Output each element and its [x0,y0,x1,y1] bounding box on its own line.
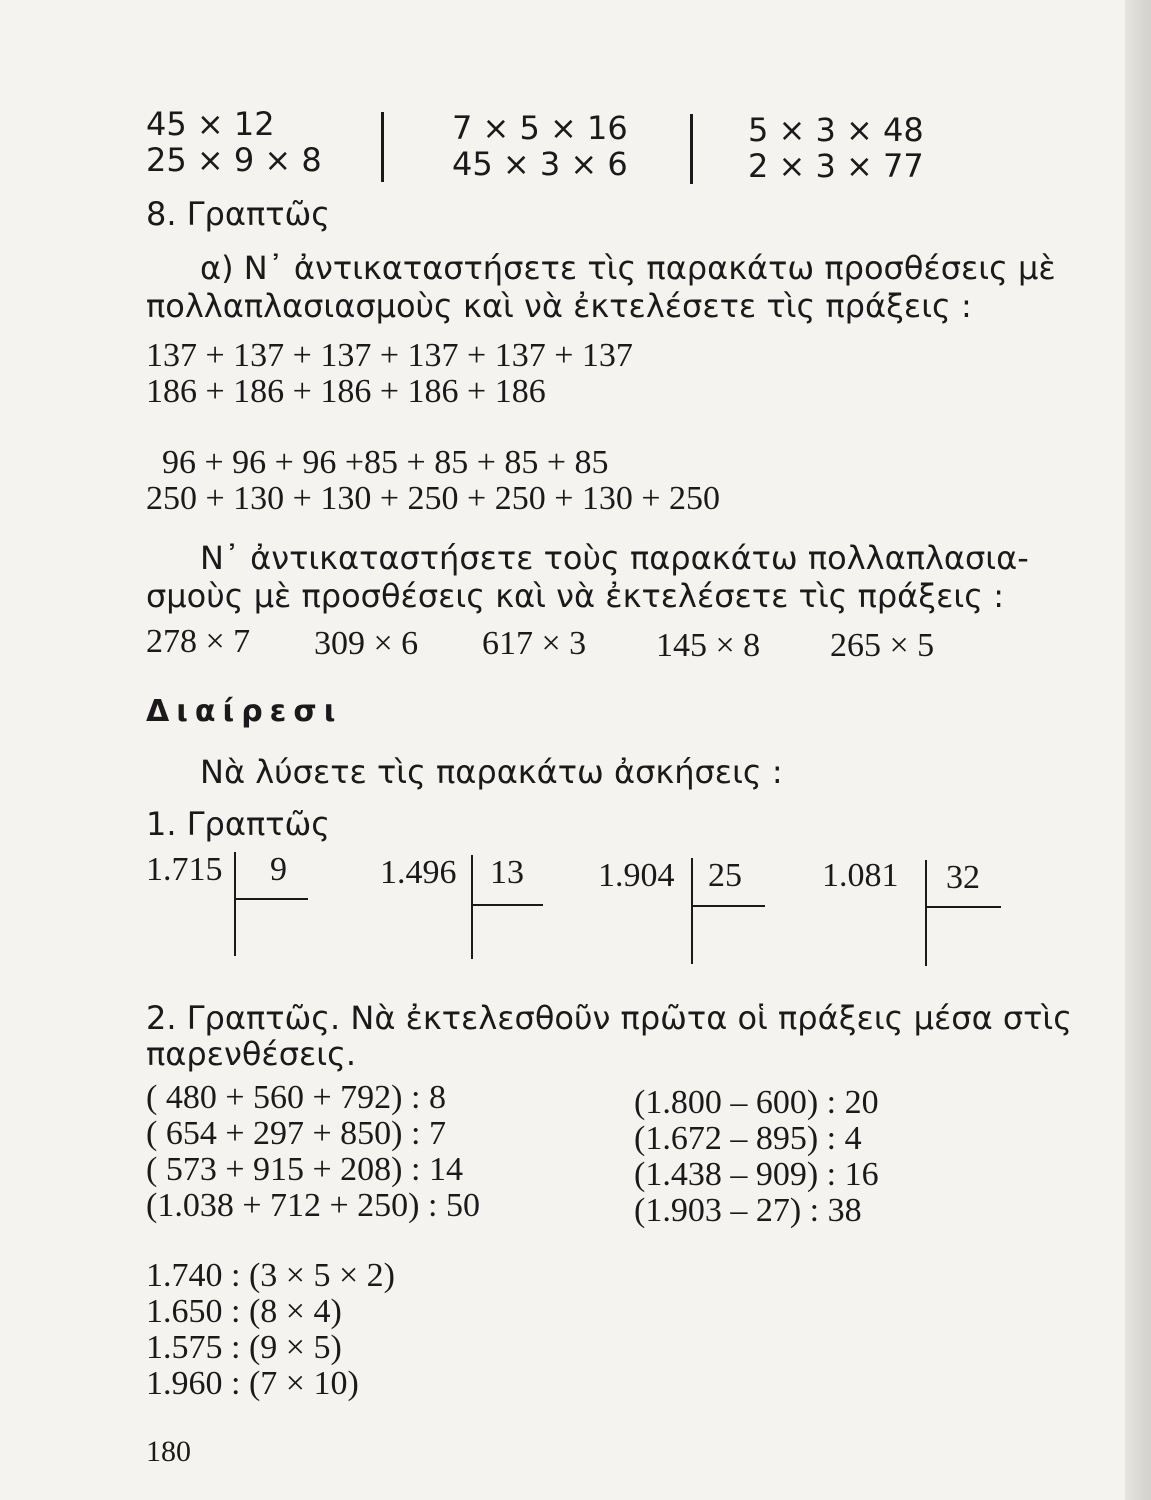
paren-expression: ( 654 + 297 + 850) : 7 [146,1115,446,1152]
divisor: 9 [270,851,287,888]
paren-expression: 1.960 : (7 × 10) [146,1365,359,1402]
instruction-b-line1: Ν᾿ ἀντικαταστήσετε τοὺς παρακάτω πολλαπλασια- [200,539,1029,577]
exercise-2-line2: παρενθέσεις. [146,1035,357,1073]
division-bar [691,858,693,964]
sum-expression: 137 + 137 + 137 + 137 + 137 + 137 [146,337,633,374]
top-table-c3-r1: 5 × 3 × 48 [748,111,924,149]
division-bar [234,852,236,956]
quotient-line [236,898,308,900]
top-table-c2-r1: 7 × 5 × 16 [452,109,628,147]
paren-expression: (1.800 – 600) : 20 [634,1084,879,1121]
divisor: 25 [708,857,742,894]
sum-expression: 250 + 130 + 130 + 250 + 250 + 130 + 250 [146,480,721,517]
table-divider [690,114,693,184]
divisor: 32 [946,859,980,896]
paren-expression: ( 480 + 560 + 792) : 8 [146,1079,446,1116]
section-8-title: 8. Γραπτῶς [146,195,331,233]
paren-expression: 1.650 : (8 × 4) [146,1293,342,1330]
instruction-a-line1: α) Ν᾿ ἀντικαταστήσετε τὶς παρακάτω προσθέσεις μὲ [200,249,1056,287]
dividend: 1.081 [822,857,899,894]
sum-expression: 96 + 96 + 96 +85 + 85 + 85 + 85 [162,444,609,481]
product-expression: 278 × 7 [146,623,251,660]
instruction-a-line2: πολλαπλασιασμοὺς καὶ νὰ ἐκτελέσετε τὶς πράξεις : [146,287,972,325]
page-edge-shadow [1125,0,1151,1500]
quotient-line [693,905,765,907]
exercise-1-title: 1. Γραπτῶς [146,805,331,843]
quotient-line [473,904,543,906]
paren-expression: ( 573 + 915 + 208) : 14 [146,1151,463,1188]
division-heading: Διαίρεσι [146,694,343,729]
page-number: 180 [146,1435,191,1468]
product-expression: 309 × 6 [314,625,419,662]
product-expression: 145 × 8 [656,627,761,664]
division-intro: Νὰ λύσετε τὶς παρακάτω ἀσκήσεις : [200,753,783,791]
exercise-2-line1: 2. Γραπτῶς. Νὰ ἐκτελεσθοῦν πρῶτα οἱ πράξεις μέσα στὶς [146,999,1072,1037]
product-expression: 265 × 5 [830,627,935,664]
dividend: 1.496 [380,854,457,891]
table-divider [381,112,384,182]
dividend: 1.904 [598,857,675,894]
paren-expression: 1.740 : (3 × 5 × 2) [146,1257,395,1294]
sum-expression: 186 + 186 + 186 + 186 + 186 [146,373,546,410]
paren-expression: 1.575 : (9 × 5) [146,1329,342,1366]
paren-expression: (1.038 + 712 + 250) : 50 [146,1187,480,1224]
paren-expression: (1.438 – 909) : 16 [634,1156,879,1193]
paren-expression: (1.672 – 895) : 4 [634,1120,862,1157]
paren-expression: (1.903 – 27) : 38 [634,1192,862,1229]
product-expression: 617 × 3 [482,625,587,662]
quotient-line [927,906,1001,908]
top-table-c3-r2: 2 × 3 × 77 [748,147,924,185]
divisor: 13 [490,854,524,891]
division-bar [925,860,927,966]
dividend: 1.715 [146,851,223,888]
division-bar [471,855,473,959]
top-table-c1-r2: 25 × 9 × 8 [146,141,322,179]
top-table-c2-r2: 45 × 3 × 6 [452,145,628,183]
top-table-c1-r1: 45 × 12 [146,105,275,143]
instruction-b-line2: σμοὺς μὲ προσθέσεις καὶ νὰ ἐκτελέσετε τὶς πράξεις : [146,577,1004,615]
